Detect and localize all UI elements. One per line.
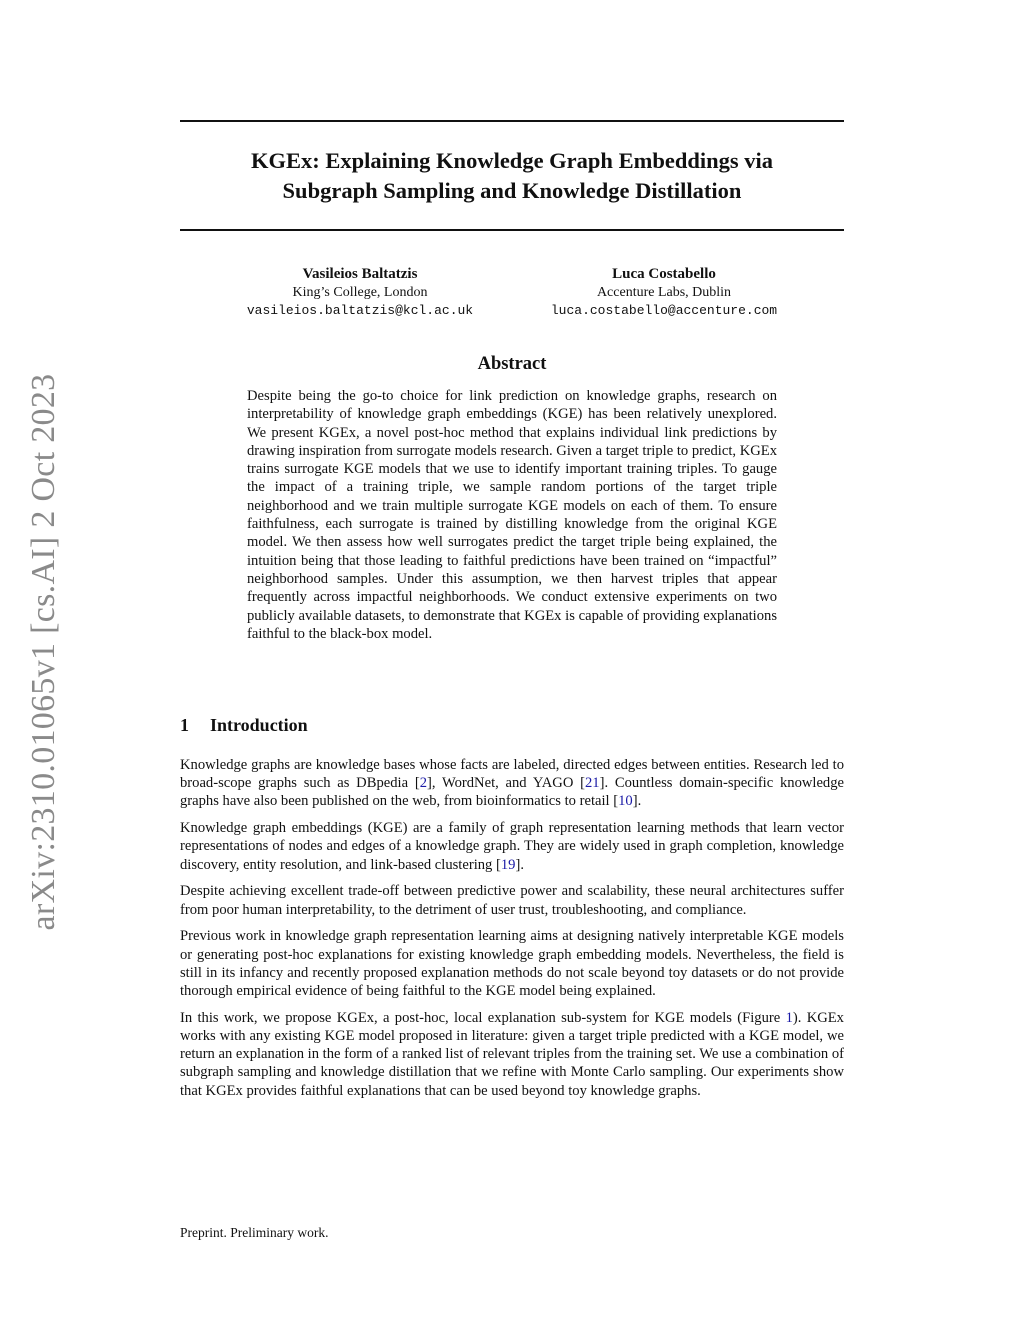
title-line-2: Subgraph Sampling and Knowledge Distillation bbox=[282, 178, 742, 203]
author-block-2 bbox=[514, 265, 814, 320]
abstract-text: Despite being the go-to choice for link prediction on knowledge graphs, research on interpretability of knowledge graph embeddings (KGE) has been relatively unexplored. We present KGEx, a novel post-hoc method that explains individual link predictions by drawing inspiration from surrogate models research. Given a target triple to predict, KGEx trains surrogate KGE models that we use to identify important training triples. To gauge the impact of a training triple, we sample random portions of the target triple neighborhood and we train multiple surrogate KGE models on each of them. To ensure faithfulness, each surrogate is trained by distilling knowledge from the original KGE model. We then assess how well surrogates predict the target triple being explained, the intuition being that those leading to faithful predictions have been trained on “impactful” neighborhood samples. Under this assumption, we then harvest triples that appear frequently across impactful neighborhoods. We conduct extensive experiments on two publicly available datasets, to demonstrate that KGEx is capable of providing explanations faithful to the black-box model. bbox=[247, 388, 777, 642]
title-line-1: KGEx: Explaining Knowledge Graph Embeddings via bbox=[251, 148, 773, 173]
section-number: 1 bbox=[180, 715, 189, 735]
text-run: Knowledge graph embeddings (KGE) are a family of graph representation learning methods that learn vector representations of nodes and edges of a knowledge graph. They are widely used in graph completion, knowledge discovery, entity resolution, and link-based clustering [ bbox=[180, 820, 844, 873]
title-bottom-rule bbox=[180, 229, 844, 231]
title-top-rule bbox=[180, 120, 844, 122]
author-email[interactable]: vasileios.baltatzis@kcl.ac.uk bbox=[246, 303, 474, 318]
paragraph: Previous work in knowledge graph representation learning aims at designing natively interpretable KGE models or generating post-hoc explanations for existing knowledge graph embedding models. Nevertheless, the field is still in its infancy and recently proposed explanation methods do not scale beyond toy datasets or do not provide thorough empirical evidence of being faithful to the KGE model being explained. bbox=[180, 928, 844, 1000]
section-title: Introduction bbox=[210, 715, 308, 735]
text-run: Knowledge graphs are knowledge bases whose facts are labeled, directed edges between entities. Research led to broad-scope graphs such as DBpedia [ bbox=[180, 757, 844, 792]
abstract-heading: Abstract bbox=[477, 354, 547, 374]
author-name: Luca Costabello bbox=[612, 266, 716, 282]
text-run: ). KGEx works with any existing KGE model proposed in literature: given a target triple predicted with a KGE model, we return an explanation in the form of a ranked list of relevant triples from the training set. We use a combination of subgraph sampling and knowledge distillation that we refine with Monte Carlo sampling. Our experiments show that KGEx provides faithful explanations that can be used beyond toy knowledge graphs. bbox=[180, 1009, 844, 1099]
arxiv-identifier-stamp: arXiv:2310.01065v1 [cs.AI] 2 Oct 2023 bbox=[25, 373, 62, 931]
citation-link[interactable]: 2 bbox=[419, 775, 427, 792]
author-name: Vasileios Baltatzis bbox=[302, 266, 418, 282]
section-heading-introduction bbox=[180, 713, 308, 737]
citation-link[interactable]: 19 bbox=[500, 856, 516, 873]
footer-note: Preprint. Preliminary work. bbox=[180, 1225, 329, 1240]
text-run: ]. Countless domain-specific knowledge graphs have also been published on the web, from bioinformatics to retail [ bbox=[180, 775, 845, 810]
figure-reference-link[interactable]: 1 bbox=[785, 1009, 793, 1026]
paragraph bbox=[180, 756, 844, 811]
citation-link[interactable]: 10 bbox=[618, 793, 633, 810]
text-run: ], WordNet, and YAGO [ bbox=[426, 775, 585, 792]
paragraph bbox=[180, 819, 844, 874]
text-run: In this work, we propose KGEx, a post-hoc, local explanation sub-system for KGE models (Figure bbox=[180, 1009, 786, 1026]
text-run: ]. bbox=[515, 856, 524, 873]
author-block-1 bbox=[210, 265, 510, 320]
paper-title bbox=[180, 146, 844, 206]
author-email[interactable]: luca.costabello@accenture.com bbox=[550, 303, 778, 318]
citation-link[interactable]: 21 bbox=[585, 775, 600, 792]
author-affiliation: King’s College, London bbox=[292, 285, 428, 300]
paragraph bbox=[180, 1009, 844, 1100]
introduction-body bbox=[180, 756, 844, 1108]
text-run: ]. bbox=[632, 793, 642, 810]
paragraph: Despite achieving excellent trade-off between predictive power and scalability, these neural architectures suffer from poor human interpretability, to the detriment of user trust, troubleshooting, and compliance. bbox=[180, 883, 844, 918]
author-affiliation: Accenture Labs, Dublin bbox=[596, 285, 732, 300]
